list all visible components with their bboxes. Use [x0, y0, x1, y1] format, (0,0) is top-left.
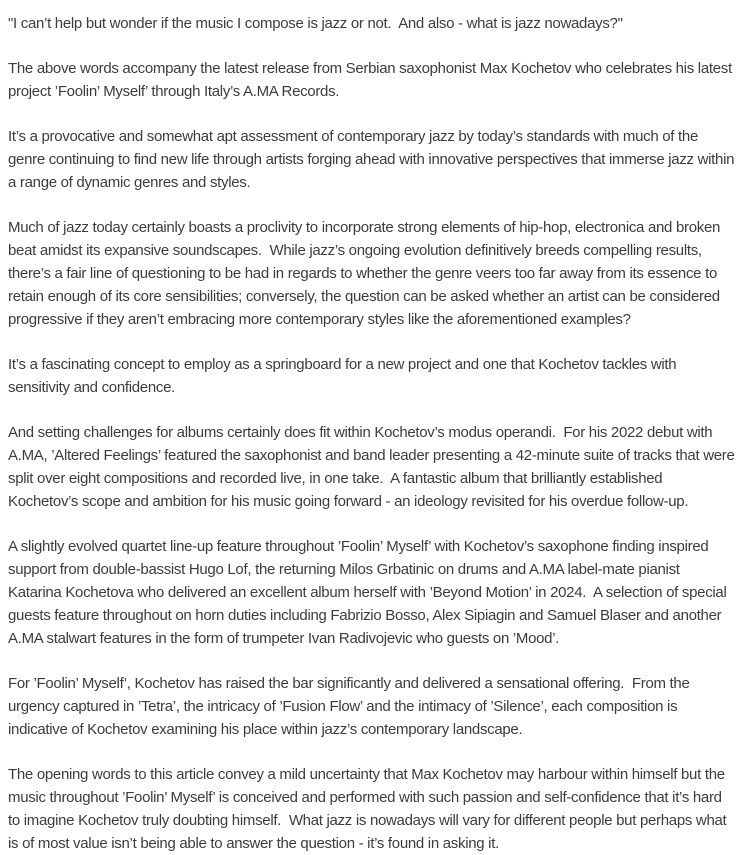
article-paragraph-quote: "I can’t help but wonder if the music I compose is jazz or not. And also - what is jazz nowadays?" — [8, 15, 623, 32]
article-paragraph: For ’Foolin’ Myself’, Kochetov has raised the bar significantly and delivered a sensational offering. From the urgency captured in ’Tetra’, the intricacy of ’Fusion Flow’ and the intimacy of ’Silence’, each composition is indicative of Kochetov examining his place within jazz’s contemporary landscape. — [8, 675, 694, 738]
article-paragraph: The opening words to this article convey a mild uncertainty that Max Kochetov may harbour within himself but the music throughout ’Foolin’ Myself’ is conceived and performed with such passion and self-confidence that it’s hard to imagine Kochetov truly doubting himself. What jazz is nowadays will vary for different people but perhaps what is of most value isn’t being able to answer the question - it’s found in asking it. — [8, 766, 731, 852]
article-body — [8, 12, 739, 855]
article-paragraph: And setting challenges for albums certainly does fit within Kochetov’s modus operandi. For his 2022 debut with A.MA, ’Altered Feelings’ featured the saxophonist and band leader presenting a 42-minute suite of tracks that were split over eight compositions and recorded live, in one take. A fantastic album that brilliantly established Kochetov’s scope and ambition for his music going forward - an ideology revisited for his overdue follow-up. — [8, 424, 739, 510]
article-paragraph: It’s a fascinating concept to employ as a springboard for a new project and one that Kochetov tackles with sensitivity and confidence. — [8, 356, 681, 396]
article-paragraph: A slightly evolved quartet line-up feature throughout ’Foolin’ Myself’ with Kochetov’s saxophone finding inspired support from double-bassist Hugo Lof, the returning Milos Grbatinic on drums and A.MA label-mate pianist Katarina Kochetova who delivered an excellent album herself with ’Beyond Motion’ in 2024. A selection of special guests feature throughout on horn duties including Fabrizio Bosso, Alex Sipiagin and Samuel Blaser and another A.MA stalwart features in the form of trumpeter Ivan Radivojevic who guests on ’Mood’. — [8, 538, 731, 647]
article-paragraph: Much of jazz today certainly boasts a proclivity to incorporate strong elements of hip-hop, electronica and broken beat amidst its expansive soundscapes. While jazz’s ongoing evolution definitively breeds compelling results, there’s a fair line of questioning to be had in regards to whether the genre veers too far away from its essence to retain enough of its core sensibilities; conversely, the question can be asked whether an artist can be considered progressive if they aren’t embracing more contemporary styles like the aforementioned examples? — [8, 219, 724, 328]
article-paragraph: It’s a provocative and somewhat apt assessment of contemporary jazz by today’s standards with much of the genre continuing to find new life through artists forging ahead with innovative perspectives that immerse jazz within a range of dynamic genres and styles. — [8, 128, 739, 191]
article-paragraph: The above words accompany the latest release from Serbian saxophonist Max Kochetov who celebrates his latest project ’Foolin’ Myself’ through Italy’s A.MA Records. — [8, 60, 736, 100]
